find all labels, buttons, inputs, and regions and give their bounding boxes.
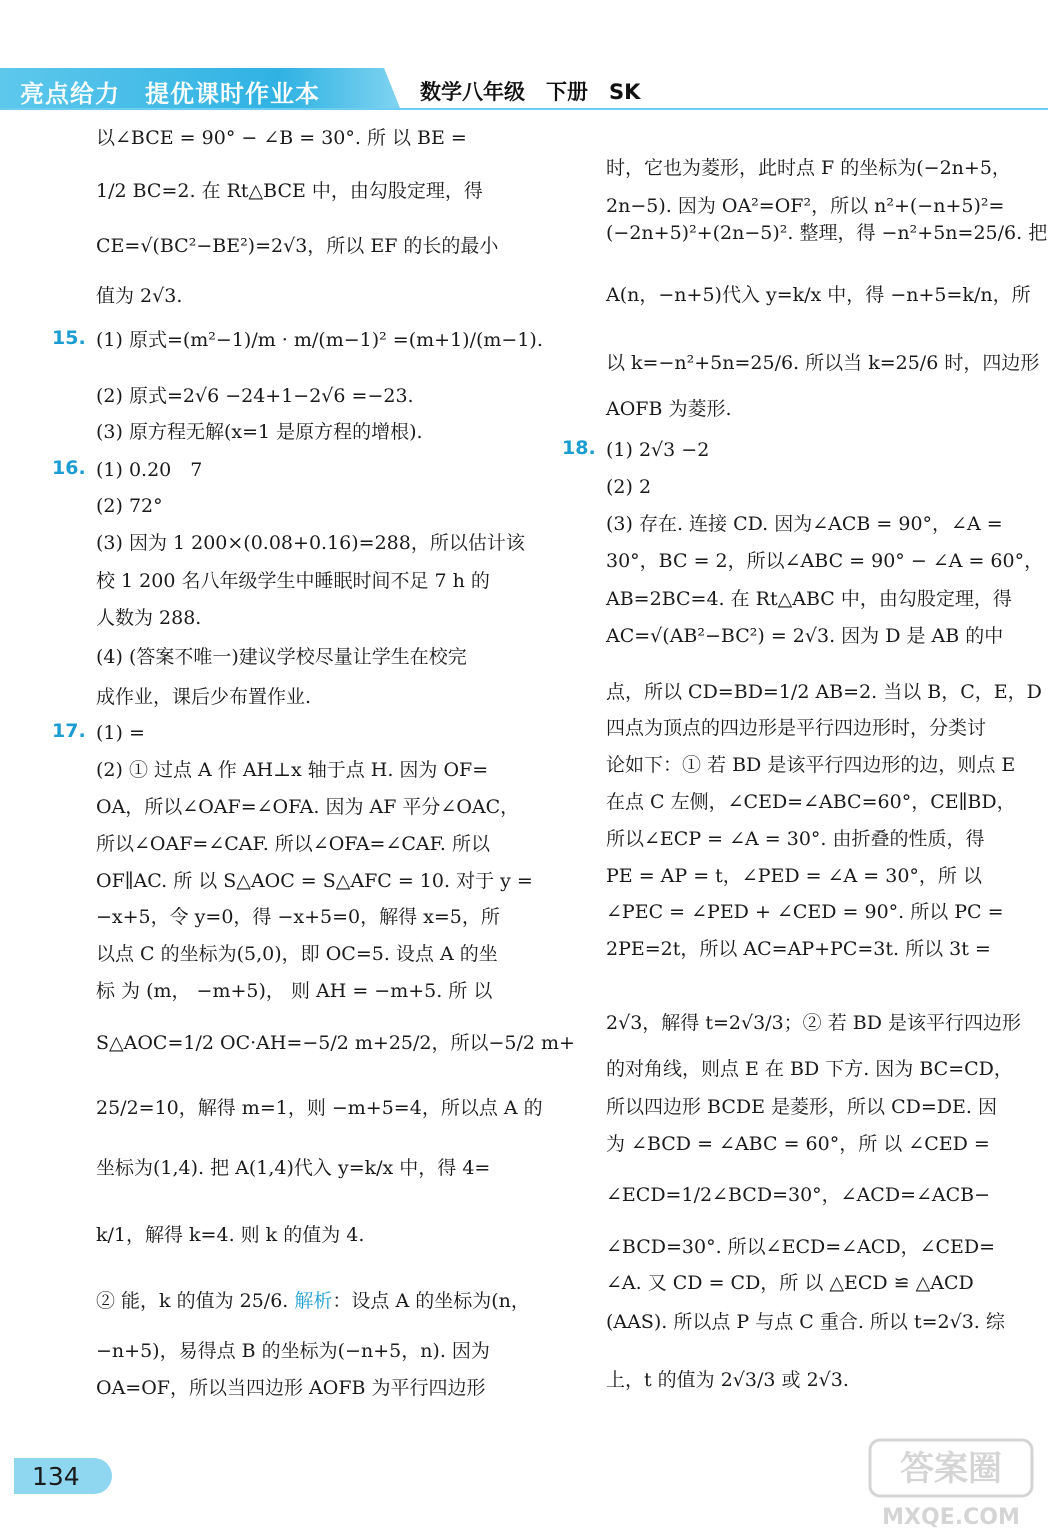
text-line-content: OF∥AC. 所 以 S△AOC = S△AFC = 10. 对于 y =	[96, 870, 533, 892]
text-line-content: 在点 C 左侧，∠CED=∠ABC=60°，CE∥BD，	[606, 791, 1016, 813]
text-line	[96, 233, 498, 259]
text-line-content: S△AOC=1/2 OC·AH=−5/2 m+25/2，所以−5/2 m+	[96, 1032, 575, 1054]
text-line	[606, 826, 985, 852]
text-line-content: 值为 2√3.	[96, 285, 183, 307]
question-number: 15.	[52, 327, 86, 349]
analysis-text: ：设点 A 的坐标为(n，	[332, 1290, 530, 1312]
text-line	[606, 193, 1004, 219]
subject-label: 数学八年级 下册 SK	[420, 80, 641, 104]
text-line	[606, 1131, 990, 1157]
text-line-content: ∠ECD=1/2∠BCD=30°，∠ACD=∠ACB−	[606, 1184, 991, 1206]
text-line-content: (1) 原式=(m²−1)/m · m/(m−1)² =(m+1)/(m−1).	[96, 329, 543, 351]
text-line	[96, 941, 498, 967]
text-line	[96, 178, 483, 204]
text-line	[606, 715, 986, 741]
text-line	[606, 789, 1016, 815]
text-line	[96, 1095, 543, 1121]
text-line-content: AB=2BC=4. 在 Rt△ABC 中，由勾股定理，得	[606, 588, 1012, 610]
text-line-content: 所以∠OAF=∠CAF. 所以∠OFA=∠CAF. 所以	[96, 833, 490, 855]
text-line	[606, 220, 1047, 246]
text-line-content: 以∠BCE = 90° − ∠B = 30°. 所 以 BE =	[96, 127, 467, 149]
text-line-content: −x+5，令 y=0，得 −x+5=0，解得 x=5，所	[96, 906, 500, 928]
text-line-content: OA=OF，所以当四边形 AOFB 为平行四边形	[96, 1377, 486, 1399]
text-line	[96, 644, 467, 670]
watermark-logo	[866, 1436, 1036, 1532]
text-line-content: OA，所以∠OAF=∠OFA. 因为 AF 平分∠OAC，	[96, 796, 520, 818]
text-line	[606, 1010, 1021, 1036]
text-line-content: 为 ∠BCD = ∠ABC = 60°，所 以 ∠CED =	[606, 1133, 990, 1155]
text-line-content: (1) 0.20 7	[96, 459, 203, 481]
question-number: 16.	[52, 457, 86, 479]
text-line-content: 人数为 288.	[96, 607, 202, 629]
text-line	[96, 1155, 490, 1181]
text-line	[96, 1222, 364, 1248]
text-line	[606, 936, 991, 962]
text-line	[96, 568, 490, 594]
text-line	[96, 868, 533, 894]
watermark-url: MXQE.COM	[882, 1505, 1020, 1530]
text-line-content: 以点 C 的坐标为(5,0)，即 OC=5. 设点 A 的坐	[96, 943, 498, 965]
text-line	[606, 511, 1003, 537]
text-line-content: (AAS). 所以点 P 与点 C 重合. 所以 t=2√3. 综	[606, 1311, 1005, 1333]
text-line-content: 上，t 的值为 2√3/3 或 2√3.	[606, 1369, 849, 1391]
text-line-content: ∠BCD=30°. 所以∠ECD=∠ACD，∠CED=	[606, 1236, 996, 1258]
text-line	[606, 474, 651, 500]
text-line	[96, 530, 525, 556]
text-line-content: (3) 因为 1 200×(0.08+0.16)=288，所以估计该	[96, 532, 525, 554]
text-line-content: 四点为顶点的四边形是平行四边形时，分类讨	[606, 717, 987, 739]
text-line	[606, 899, 1004, 925]
text-line	[96, 720, 145, 746]
text-line	[606, 623, 1003, 649]
text-line	[606, 1182, 990, 1208]
text-line	[96, 1288, 530, 1314]
analysis-label: 解析	[294, 1290, 333, 1312]
header-divider	[0, 108, 1048, 110]
text-line	[606, 1056, 1013, 1082]
text-line-content: A(n，−n+5)代入 y=k/x 中，得 −n+5=k/n，所	[606, 284, 1031, 306]
text-line	[606, 1367, 849, 1393]
text-line-content: −n+5)，易得点 B 的坐标为(−n+5，n). 因为	[96, 1340, 490, 1362]
text-line	[96, 457, 202, 483]
text-line	[606, 863, 982, 889]
text-line	[96, 125, 467, 151]
text-line	[96, 757, 488, 783]
question-number: 17.	[52, 720, 86, 742]
text-line	[606, 752, 1015, 778]
text-line	[606, 282, 1031, 308]
text-line-content: (3) 存在. 连接 CD. 因为∠ACB = 90°，∠A =	[606, 513, 1003, 535]
text-line-content: 2√3，解得 t=2√3/3；② 若 BD 是该平行四边形	[606, 1012, 1021, 1034]
book-title: 亮点给力 提优课时作业本	[20, 80, 320, 108]
text-line	[606, 1270, 974, 1296]
text-line-content: ∠PEC = ∠PED + ∠CED = 90°. 所以 PC =	[606, 901, 1004, 923]
question-number: 18.	[562, 437, 596, 459]
text-line-content: (1) =	[96, 722, 145, 744]
text-line	[96, 283, 182, 309]
text-line-content: 1/2 BC=2. 在 Rt△BCE 中，由勾股定理，得	[96, 180, 483, 202]
text-line-content: 时，它也为菱形，此时点 F 的坐标为(−2n+5，	[606, 157, 1011, 179]
text-line	[96, 1338, 490, 1364]
text-line-content: 坐标为(1,4). 把 A(1,4)代入 y=k/x 中，得 4=	[96, 1157, 491, 1179]
text-line	[96, 831, 490, 857]
text-line	[606, 1309, 1005, 1335]
text-line-content: 点，所以 CD=BD=1/2 AB=2. 当以 B，C，E，D	[606, 681, 1042, 703]
text-line-content: k/1，解得 k=4. 则 k 的值为 4.	[96, 1224, 365, 1246]
text-line-content: AC=√(AB²−BC²) = 2√3. 因为 D 是 AB 的中	[606, 625, 1004, 647]
text-line	[606, 548, 1043, 574]
text-line	[606, 1094, 997, 1120]
text-line-content: 25/2=10，解得 m=1，则 −m+5=4，所以点 A 的	[96, 1097, 543, 1119]
text-line-content: ∠A. 又 CD = CD，所 以 △ECD ≌ △ACD	[606, 1272, 974, 1294]
text-line-content: PE = AP = t，∠PED = ∠A = 30°，所 以	[606, 865, 982, 887]
text-line	[606, 679, 1042, 705]
page-number: 134	[32, 1462, 80, 1491]
text-line-content: 30°，BC = 2，所以∠ABC = 90° − ∠A = 60°，	[606, 550, 1044, 572]
text-line-content: (3) 原方程无解(x=1 是原方程的增根).	[96, 421, 423, 443]
text-line-content: 2n−5). 因为 OA²=OF²，所以 n²+(−n+5)²=	[606, 195, 1005, 217]
text-line-content: 以 k=−n²+5n=25/6. 所以当 k=25/6 时，四边形	[606, 352, 1040, 374]
text-line-content: (2) ① 过点 A 作 AH⊥x 轴于点 H. 因为 OF=	[96, 759, 489, 781]
text-line	[96, 383, 414, 409]
text-line	[606, 155, 1011, 181]
text-line	[96, 493, 163, 519]
text-line	[96, 327, 543, 353]
text-line	[96, 605, 201, 631]
text-line	[606, 437, 709, 463]
text-line-content: 2PE=2t，所以 AC=AP+PC=3t. 所以 3t =	[606, 938, 991, 960]
text-line-content: 标 为 (m， −m+5)， 则 AH = −m+5. 所 以	[96, 980, 493, 1002]
text-line-content: (2) 72°	[96, 495, 163, 517]
text-line	[96, 419, 423, 445]
text-line-content: 论如下：① 若 BD 是该平行四边形的边，则点 E	[606, 754, 1016, 776]
text-line	[606, 396, 732, 422]
text-line	[606, 586, 1012, 612]
text-line-content: (1) 2√3 −2	[606, 439, 710, 461]
text-line-content: (4) (答案不唯一)建议学校尽量让学生在校完	[96, 646, 467, 668]
text-line	[96, 794, 519, 820]
text-line-content: 校 1 200 名八年级学生中睡眠时间不足 7 h 的	[96, 570, 490, 592]
text-line-content: 的对角线，则点 E 在 BD 下方. 因为 BC=CD，	[606, 1058, 1013, 1080]
watermark-text: 答案圈	[900, 1449, 1002, 1489]
text-line-content: (2) 2	[606, 476, 652, 498]
text-line	[606, 1234, 995, 1260]
text-line-content: CE=√(BC²−BE²)=2√3，所以 EF 的长的最小	[96, 235, 499, 257]
text-line	[96, 904, 500, 930]
text-line	[96, 684, 311, 710]
text-line-content: (2) 原式=2√6 −24+1−2√6 =−23.	[96, 385, 414, 407]
text-line	[96, 978, 492, 1004]
text-line-content: ② 能，k 的值为 25/6.	[96, 1290, 295, 1312]
text-line	[606, 350, 1039, 376]
text-line-content: AOFB 为菱形.	[606, 398, 732, 420]
text-line	[96, 1375, 486, 1401]
text-line-content: (−2n+5)²+(2n−5)². 整理，得 −n²+5n=25/6. 把	[606, 222, 1048, 244]
text-line-content: 所以∠ECP = ∠A = 30°. 由折叠的性质，得	[606, 828, 985, 850]
text-line	[96, 1030, 575, 1056]
text-line-content: 成作业，课后少布置作业.	[96, 686, 312, 708]
text-line-content: 所以四边形 BCDE 是菱形，所以 CD=DE. 因	[606, 1096, 997, 1118]
